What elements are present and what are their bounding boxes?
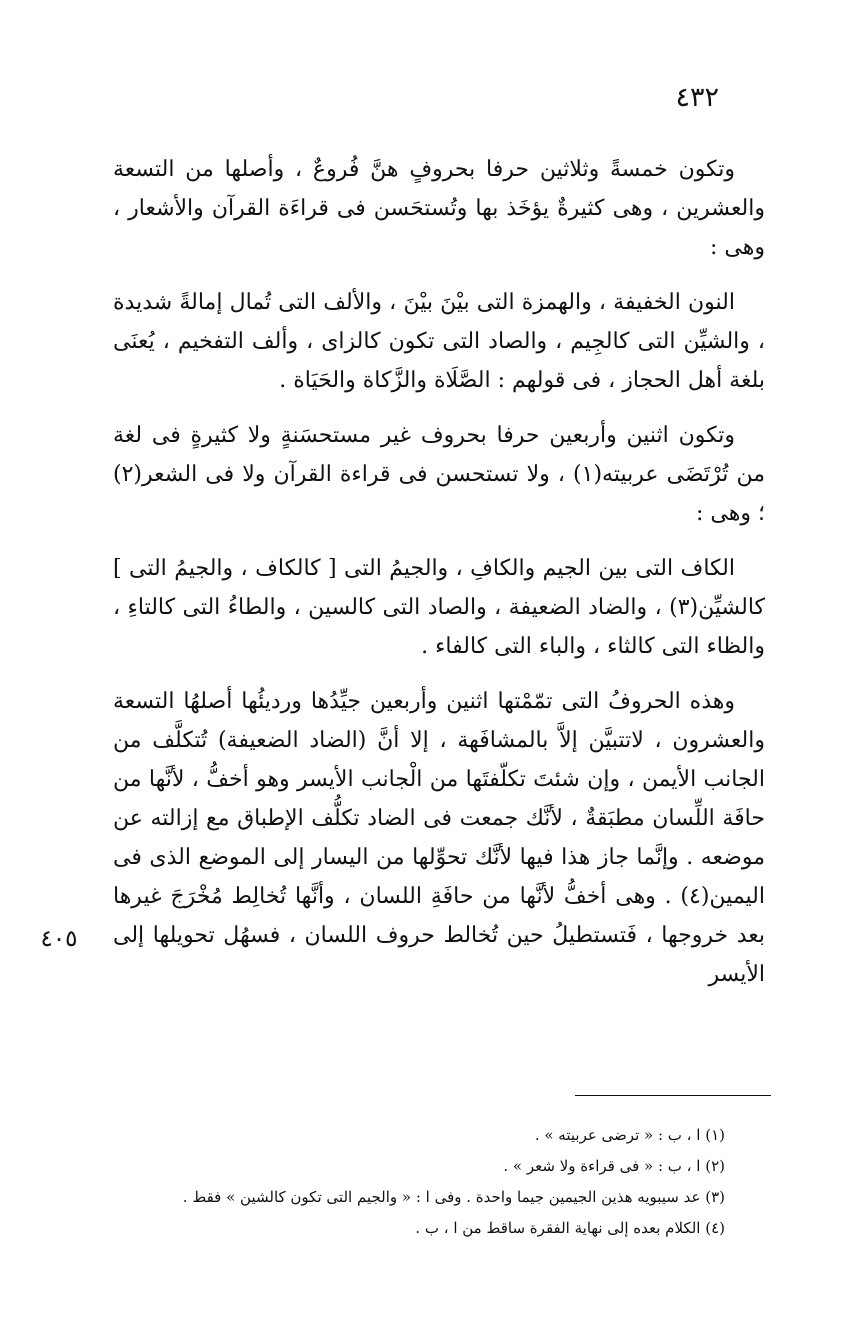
main-text bbox=[113, 150, 765, 1010]
footnote-2: (٢) ا ، ب : « فى قراءة ولا شعر » . bbox=[503, 1157, 725, 1175]
paragraph-4: الكاف التى بين الجيم والكافِ ، والجيمُ التى [ كالكاف ، والجيمُ التى ] كالشيِّن(٣) ، والضاد الضعيفة ، والصاد التى كالسين ، والطاءُ التى كالتاءِ ، والظاء التى كالثاء ، والباء التى كالفاء . bbox=[113, 556, 765, 659]
footnotes bbox=[45, 1120, 725, 1244]
margin-number: ٤٠٥ bbox=[40, 926, 78, 952]
paragraph-1: وتكون خمسةً وثلاثين حرفا بحروفٍ هنَّ فُروعٌ ، وأصلها من التسعة والعشرين ، وهى كثيرةٌ يؤخَذ بها وتُستحَسن فى قراءَة القرآن والأشعار ، وهى : bbox=[113, 157, 765, 260]
footnote-3: (٣) عد سيبويه هذين الجيمين جيما واحدة . وفى ا : « والجيم التى تكون كالشين » فقط . bbox=[182, 1188, 725, 1206]
footnote-1: (١) ا ، ب : « ترضى عربيته » . bbox=[534, 1126, 725, 1144]
footnote-4: (٤) الكلام بعده إلى نهاية الفقرة ساقط من ا ، ب . bbox=[415, 1219, 725, 1237]
footnote-divider bbox=[575, 1095, 771, 1096]
page-number: ٤٣٢ bbox=[675, 82, 719, 113]
paragraph-2: النون الخفيفة ، والهمزة التى بيْنَ بيْنَ ، والألف التى تُمال إمالةً شديدة ، والشيِّن التى كالجِيم ، والصاد التى تكون كالزاى ، وألف التفخيم ، يُعنَى بلغة أهل الحجاز ، فى قولهم : الصَّلَاة والزَّكاة والحَيَاة . bbox=[113, 290, 765, 393]
paragraph-3: وتكون اثنين وأربعين حرفا بحروف غير مستحسَنةٍ ولا كثيرةٍ فى لغة من تُرْتَضَى عربيته(١) ، ولا تستحسن فى قراءة القرآن ولا فى الشعر(٢) ؛ وهى : bbox=[113, 423, 765, 526]
paragraph-5: وهذه الحروفُ التى تمّمْتها اثنين وأربعين جيِّدُها ورديئُها أصلهُا التسعة والعشرون ، لاتتبيَّن إلاَّ بالمشافَهة ، إلا أنَّ (الضاد الضعيفة) تُتكلَّف من الجانب الأيمن ، وإن شئتَ تكلّفتَها من الْجانب الأيسر وهو أخفُّ ، لأنَّها من حافَة اللِّسان مطبَقةٌ ، لأنَّك جمعت فى الضاد تكلُّف الإطباق مع إزالته عن موضعه . وإنَّما جاز هذا فيها لأنَّك تحوِّلها من اليسار إلى الموضع الذى فى اليمين(٤) . وهى أخفُّ لأنَّها من حافَةِ اللسان ، وأنَّها تُخالِط مُخْرَجَ غيرها بعد خروجها ، فَتستطيلُ حين تُخالط حروف اللسان ، فسهُل تحويلها إلى الأيسر bbox=[113, 689, 765, 987]
